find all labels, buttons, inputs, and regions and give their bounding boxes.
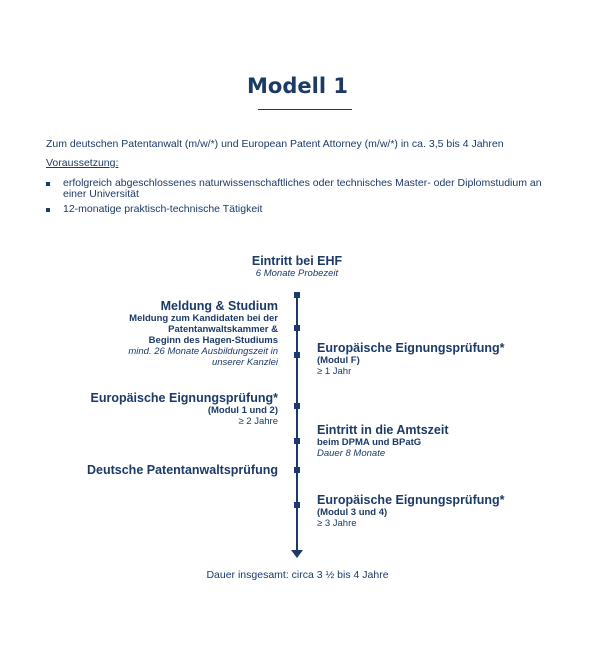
timeline-right-item: [317, 493, 505, 529]
left-item-note: mind. 26 Monate Ausbildungszeit in: [128, 346, 278, 357]
left-item-note: ≥ 2 Jahre: [238, 416, 278, 427]
left-item-note: unserer Kanzlei: [211, 357, 278, 368]
timeline-right-item: [317, 423, 449, 459]
requirements-label: Voraussetzung:: [46, 157, 119, 169]
timeline-node: [294, 403, 300, 409]
timeline-start: [197, 254, 397, 279]
timeline-node: [294, 292, 300, 298]
right-item-sub: beim DPMA und BPatG: [317, 437, 422, 448]
timeline-line: [296, 293, 298, 551]
list-item: [46, 178, 561, 200]
total-duration: Dauer insgesamt: circa 3 ½ bis 4 Jahre: [206, 569, 389, 581]
timeline-arrow-down-icon: [291, 550, 303, 558]
left-item-sub: Patentanwaltskammer &: [168, 324, 278, 335]
left-item-heading: Europäische Eignungsprüfung*: [90, 391, 278, 405]
right-item-sub: (Modul 3 und 4): [317, 507, 388, 518]
intro-text: Zum deutschen Patentanwalt (m/w/*) und European Patent Attorney (m/w/*) in ca. 3,5 bis 4 Jahren: [46, 138, 504, 150]
bullet-square-icon: [46, 182, 50, 186]
timeline-node: [294, 325, 300, 331]
timeline-left-item: [87, 463, 278, 477]
timeline-node: [294, 438, 300, 444]
right-item-note: Dauer 8 Monate: [317, 448, 386, 459]
requirement-text: erfolgreich abgeschlossenes naturwissenschaftliches oder technisches Master- oder Diplomstudium an einer Universität: [63, 177, 542, 200]
timeline-right-item: [317, 341, 505, 377]
timeline-node: [294, 352, 300, 358]
right-item-note: ≥ 1 Jahr: [317, 366, 352, 377]
timeline-node: [294, 502, 300, 508]
left-item-sub: Beginn des Hagen-Studiums: [148, 335, 278, 346]
timeline-start-note: 6 Monate Probezeit: [255, 268, 339, 279]
timeline-left-item: [128, 299, 278, 368]
right-item-note: ≥ 3 Jahre: [317, 518, 357, 529]
requirements-list: [46, 178, 561, 219]
left-item-sub: (Modul 1 und 2): [207, 405, 278, 416]
left-item-heading: Meldung & Studium: [160, 299, 278, 313]
left-item-sub: Meldung zum Kandidaten bei der: [129, 313, 278, 324]
right-item-heading: Europäische Eignungsprüfung*: [317, 341, 505, 355]
timeline-node: [294, 467, 300, 473]
requirement-text: 12-monatige praktisch-technische Tätigkeit: [63, 203, 263, 215]
right-item-heading: Europäische Eignungsprüfung*: [317, 493, 505, 507]
bullet-square-icon: [46, 208, 50, 212]
title-underline: [258, 109, 352, 110]
right-item-sub: (Modul F): [317, 355, 360, 366]
left-item-heading: Deutsche Patentanwaltsprüfung: [87, 463, 278, 477]
list-item: [46, 204, 561, 215]
timeline-start-heading: Eintritt bei EHF: [251, 254, 343, 268]
timeline-left-item: [90, 391, 278, 427]
right-item-heading: Eintritt in die Amtszeit: [317, 423, 449, 437]
page-title: Modell 1: [247, 74, 348, 98]
